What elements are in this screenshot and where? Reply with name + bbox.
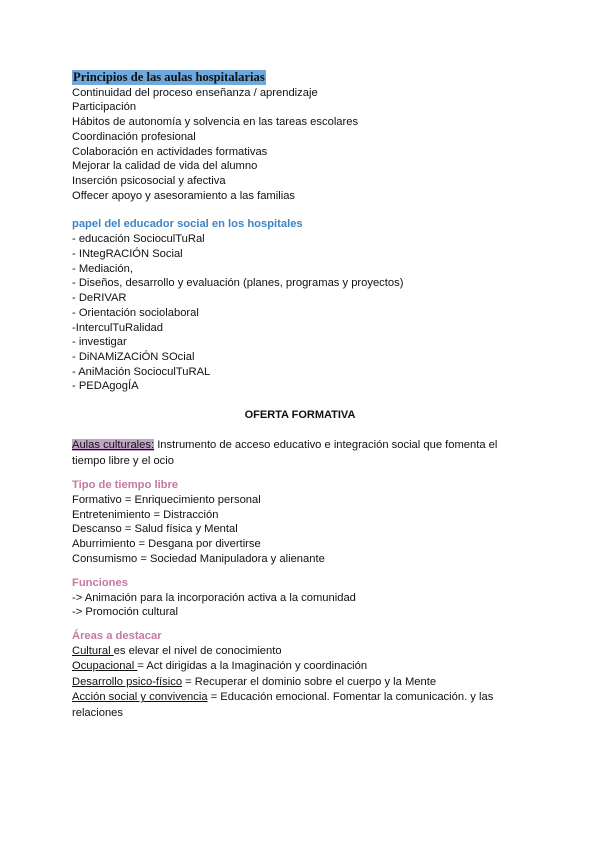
areas-heading: Áreas a destacar	[72, 629, 162, 642]
principio-item: Hábitos de autonomía y solvencia en las tareas escolares	[72, 116, 359, 129]
tiempo-item: Consumismo = Sociedad Manipuladora y alienante	[72, 552, 325, 565]
principio-item: Coordinación profesional	[72, 130, 196, 143]
area-text: es elevar el nivel de conocimiento	[113, 644, 282, 657]
papel-item: - DeRIVAR	[72, 292, 127, 305]
papel-item: - Diseños, desarrollo y evaluación (planes, programas y proyectos)	[72, 277, 404, 290]
funcion-item: -> Promoción cultural	[72, 606, 179, 619]
papel-item: - Mediación,	[72, 262, 133, 275]
papel-item: -InterculTuRalidad	[72, 321, 163, 334]
aulas-text: Instrumento de acceso educativo e integración social que fomenta el tiempo libre y el ocio	[72, 439, 498, 468]
tiempo-item: Formativo = Enriquecimiento personal	[72, 494, 261, 507]
area-term: Desarrollo psico-físico	[72, 675, 183, 688]
principio-item: Offecer apoyo y asesoramiento a las familias	[72, 189, 296, 202]
areas-list	[72, 644, 532, 722]
papel-item: - INtegRACIÓN Social	[72, 248, 183, 261]
tiempo-item: Aburrimiento = Desgana por divertirse	[72, 538, 261, 551]
tiempo-list	[72, 493, 532, 567]
area-text: = Educación emocional. Fomentar la comunicación. y las relaciones	[72, 691, 494, 719]
papel-item: - educación SocioculTuRal	[72, 233, 205, 246]
area-text: = Act dirigidas a la Imaginación y coordinación	[137, 660, 368, 673]
area-term: Acción social y convivencia	[72, 691, 208, 704]
funcion-item: -> Animación para la incorporación activa a la comunidad	[72, 591, 356, 604]
tiempo-heading: Tipo de tiempo libre	[72, 479, 179, 492]
area-term: Ocupacional	[72, 660, 138, 673]
principio-item: Participación	[72, 101, 137, 114]
funciones-heading: Funciones	[72, 576, 128, 589]
principios-heading: Principios de las aulas hospitalarias	[73, 70, 265, 84]
tiempo-item: Descanso = Salud física y Mental	[72, 523, 238, 536]
principios-heading-row	[72, 70, 532, 86]
area-item	[72, 690, 512, 721]
papel-item: - DiNAMiZACiÓN SOcial	[72, 350, 195, 363]
area-term: Cultural	[72, 644, 114, 657]
principio-item: Continuidad del proceso enseñanza / aprendizaje	[72, 86, 318, 99]
papel-heading: papel del educador social en los hospitales	[72, 218, 303, 231]
principio-item: Colaboración en actividades formativas	[72, 145, 268, 158]
funciones-list	[72, 591, 532, 620]
principio-item: Inserción psicosocial y afectiva	[72, 174, 226, 187]
papel-item: - PEDAgogÍA	[72, 380, 139, 393]
area-item	[72, 675, 512, 691]
tiempo-item: Entretenimiento = Distracción	[72, 508, 219, 521]
papel-list	[72, 232, 532, 394]
aulas-label: Aulas culturales:	[72, 439, 155, 452]
papel-item: - investigar	[72, 336, 127, 349]
area-item	[72, 644, 512, 660]
principios-list	[72, 86, 532, 204]
aulas-paragraph	[72, 437, 512, 469]
oferta-heading: OFERTA FORMATIVA	[244, 409, 356, 422]
area-text: = Recuperar el dominio sobre el cuerpo y la Mente	[182, 675, 437, 688]
document-content	[72, 70, 532, 721]
area-item	[72, 659, 512, 675]
papel-item: - Orientación sociolaboral	[72, 306, 199, 319]
papel-item: - AniMación SocioculTuRAL	[72, 365, 211, 378]
principio-item: Mejorar la calidad de vida del alumno	[72, 160, 258, 173]
